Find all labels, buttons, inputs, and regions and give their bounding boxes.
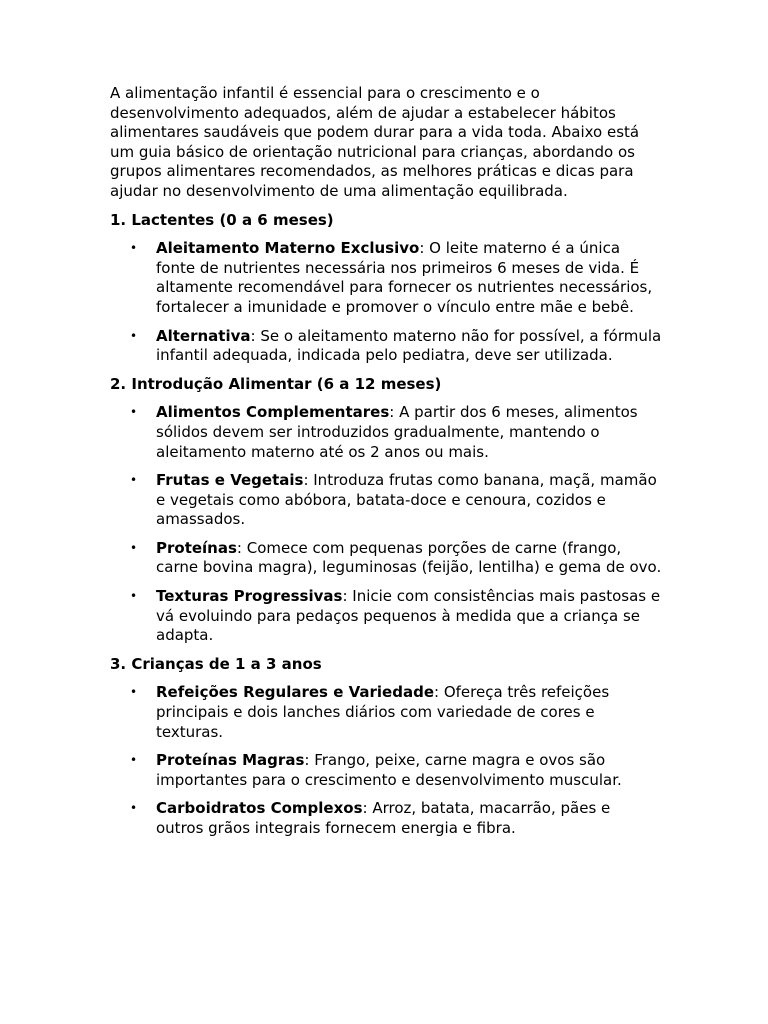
item-text: : Inicie com consistências mais pastosas e vá evoluindo para pedaços pequenos à medida que a criança se adapta. <box>156 587 661 645</box>
bullet-icon: • <box>130 328 138 343</box>
bullet-icon: • <box>130 540 138 555</box>
item-term: Frutas e Vegetais <box>156 471 304 490</box>
bullet-icon: • <box>130 589 138 604</box>
bullet-icon: • <box>130 685 138 700</box>
section-lactentes <box>110 211 662 366</box>
item-term: Alimentos Complementares <box>156 403 390 422</box>
item-text: : Introduza frutas como banana, maçã, mamão e vegetais como abóbora, batata-doce e cenoura, cozidos e amassados. <box>156 471 657 529</box>
item-term: Proteínas Magras <box>156 751 305 770</box>
list-item <box>110 239 662 317</box>
section-heading: 2. Introdução Alimentar (6 a 12 meses) <box>110 374 442 393</box>
item-text: : Comece com pequenas porções de carne (frango, carne bovina magra), leguminosas (feijão, lentilha) e gema de ovo. <box>156 538 662 577</box>
bullet-icon: • <box>130 241 138 256</box>
document-page <box>110 84 662 848</box>
bullet-icon: • <box>130 753 138 768</box>
item-text: : A partir dos 6 meses, alimentos sólidos devem ser introduzidos gradualmente, mantendo o aleitamento materno até os 2 anos ou mais. <box>156 403 638 461</box>
item-term: Aleitamento Materno Exclusivo <box>156 239 420 258</box>
item-text: : Ofereça três refeições principais e dois lanches diários com variedade de cores e texturas. <box>156 683 610 741</box>
section-criancas-1-a-3 <box>110 655 662 839</box>
item-term: Proteínas <box>156 538 237 557</box>
item-term: Alternativa <box>156 326 251 345</box>
list-item <box>110 403 662 462</box>
item-term: Texturas Progressivas <box>156 587 343 606</box>
bullet-list <box>110 239 662 366</box>
list-item <box>110 471 662 530</box>
section-introducao-alimentar <box>110 375 662 646</box>
item-text: : O leite materno é a única fonte de nutrientes necessária nos primeiros 6 meses de vida. É altamente recomendável para fornecer os nutrientes necessários, fortalecer a imunidade e promover o vínculo entre mãe e bebê. <box>156 239 653 316</box>
list-item <box>110 327 662 366</box>
list-item <box>110 799 662 838</box>
section-heading: 3. Crianças de 1 a 3 anos <box>110 654 322 673</box>
list-item <box>110 751 662 790</box>
item-text: : Arroz, batata, macarrão, pães e outros grãos integrais fornecem energia e fibra. <box>156 799 611 837</box>
list-item <box>110 587 662 646</box>
intro-paragraph: A alimentação infantil é essencial para o crescimento e o desenvolvimento adequados, além de ajudar a estabelecer hábitos alimentares saudáveis que podem durar para a vida toda. Abaixo está um guia básico de orientação nutricional para crianças, abordando os grupos alimentares recomendados, as melhores práticas e dicas para ajudar no desenvolvimento de uma alimentação equilibrada. <box>110 84 640 200</box>
section-heading: 1. Lactentes (0 a 6 meses) <box>110 210 334 229</box>
list-item <box>110 539 662 578</box>
bullet-icon: • <box>130 405 138 420</box>
bullet-icon: • <box>130 473 138 488</box>
bullet-list <box>110 683 662 838</box>
item-term: Carboidratos Complexos <box>156 799 363 818</box>
bullet-icon: • <box>130 801 138 816</box>
bullet-list <box>110 403 662 646</box>
list-item <box>110 683 662 742</box>
item-term: Refeições Regulares e Variedade <box>156 683 434 702</box>
item-text: : Frango, peixe, carne magra e ovos são importantes para o crescimento e desenvolvimento muscular. <box>156 751 622 789</box>
item-text: : Se o aleitamento materno não for possível, a fórmula infantil adequada, indicada pelo pediatra, deve ser utilizada. <box>156 326 662 365</box>
